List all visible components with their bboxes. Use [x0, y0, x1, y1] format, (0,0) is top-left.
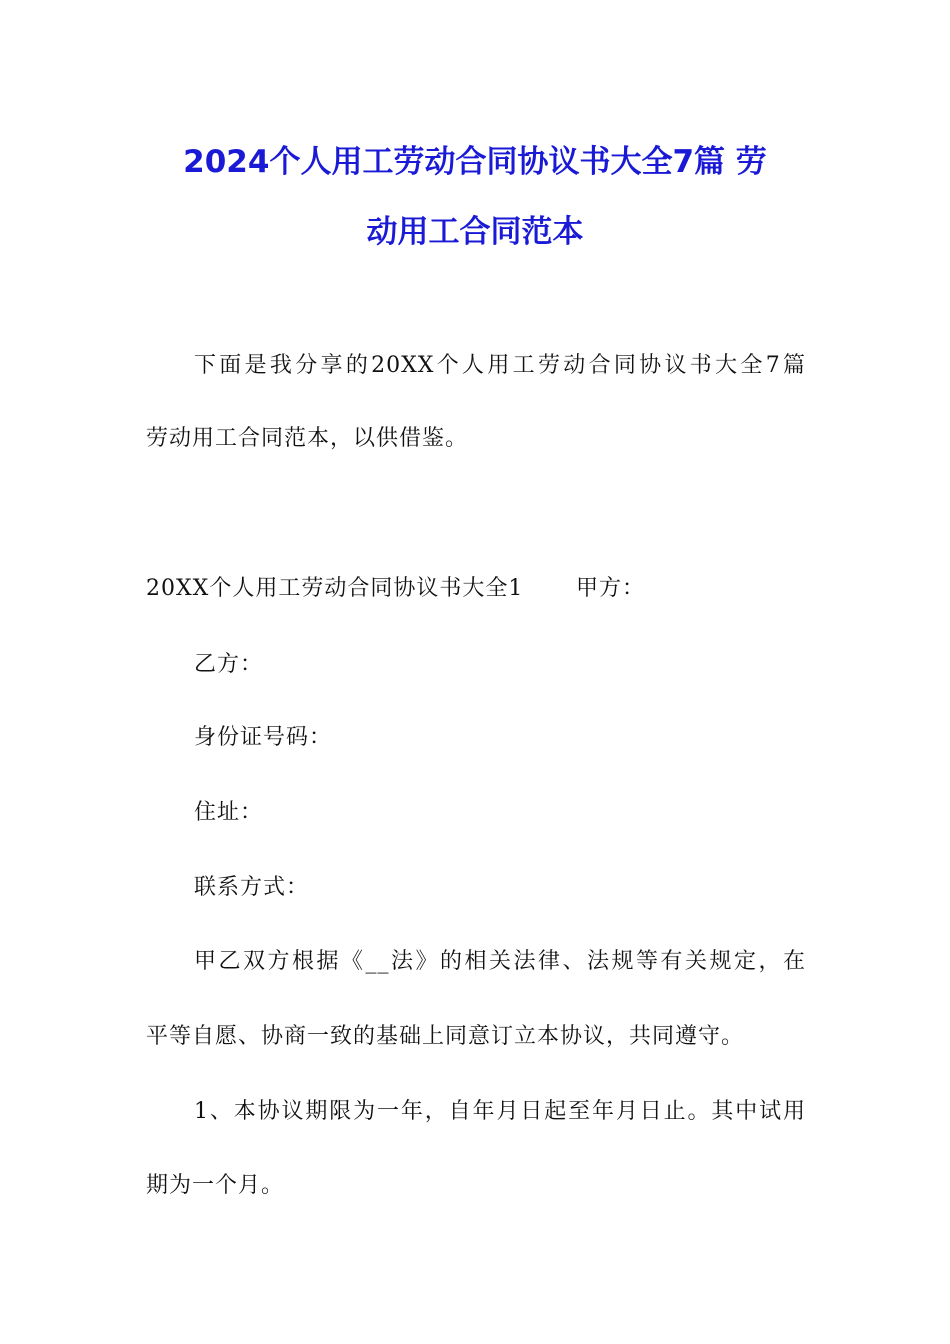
- clause-1-line-2: 期为一个月。: [146, 1173, 285, 1198]
- agreement-paragraph-line-1: 甲乙双方根据《__法》的相关法律、法规等有关规定，在: [194, 949, 806, 974]
- intro-paragraph-line-2: 劳动用工合同范本，以供借鉴。: [146, 426, 469, 451]
- id-number-label: 身份证号码：: [194, 725, 333, 750]
- party-a-label: 甲方：: [576, 576, 646, 601]
- clause-1-line-1: 1、本协议期限为一年，自年月日起至年月日止。其中试用: [194, 1099, 806, 1124]
- section-heading: 20XX个人用工劳动合同协议书大全1: [146, 576, 524, 601]
- address-label: 住址：: [194, 800, 264, 825]
- agreement-paragraph-line-2: 平等自愿、协商一致的基础上同意订立本协议，共同遵守。: [146, 1024, 745, 1049]
- contact-label: 联系方式：: [194, 875, 310, 900]
- party-b-label: 乙方：: [194, 652, 264, 677]
- intro-paragraph-line-1: 下面是我分享的20XX个人用工劳动合同协议书大全7篇: [194, 353, 806, 378]
- document-title-line-2: 动用工合同范本: [366, 214, 584, 250]
- document-title-line-1: 2024个人用工劳动合同协议书大全7篇 劳: [183, 144, 767, 180]
